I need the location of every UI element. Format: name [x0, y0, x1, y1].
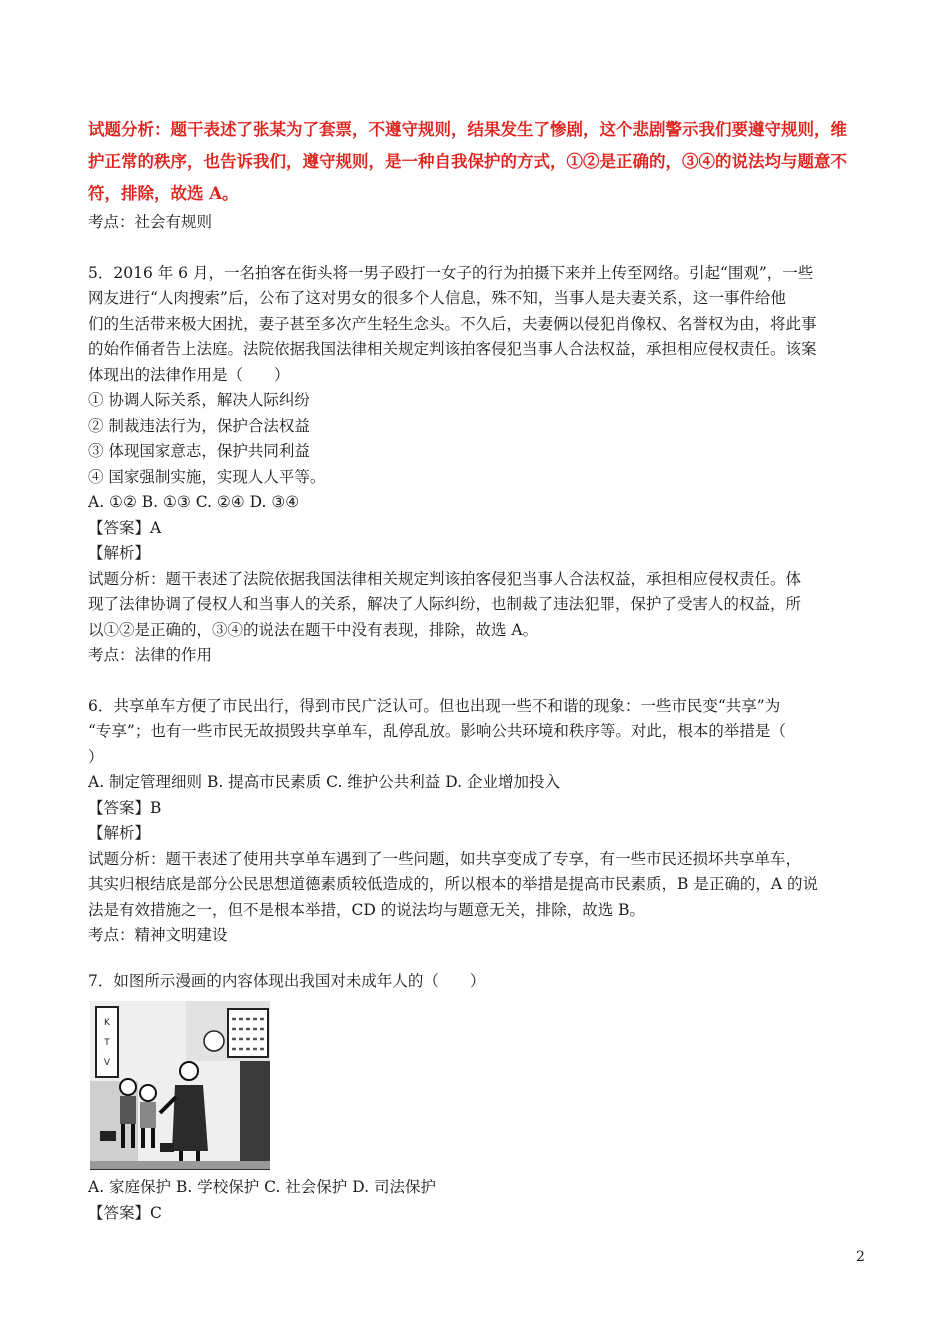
- q5-item-4: ④ 国家强制实施，实现人人平等。: [88, 467, 326, 486]
- q5-item-2: ② 制裁违法行为，保护合法权益: [88, 416, 310, 435]
- svg-text:V: V: [103, 1058, 111, 1068]
- document-body: [88, 114, 868, 1226]
- q5-stem-5: 体现出的法律作用是（ ）: [88, 365, 290, 384]
- q6-kaodian: 考点：精神文明建设: [88, 926, 228, 944]
- analysis-red-line-1: 试题分析：题干表述了张某为了套票，不遵守规则，结果发生了惨剧，这个悲剧警示我们要遵守规则，维: [88, 120, 847, 139]
- q6-stem-2: “专享”；也有一些市民无故损毁共享单车，乱停乱放。影响公共环境和秩序等。对此，根本的举措是（: [88, 722, 786, 740]
- q5-analysis-2: 现了法律协调了侵权人和当事人的关系，解决了人际纠纷，也制裁了违法犯罪，保护了受害人的权益，所: [88, 595, 802, 613]
- q5-item-1: ① 协调人际关系，解决人际纠纷: [88, 391, 310, 409]
- q5-options: A. ①② B. ①③ C. ②④ D. ③④: [88, 493, 300, 511]
- q6-stem-1: 6．共享单车方便了市民出行，得到市民广泛认可。但也出现一些不和谐的现象：一些市民变“共享”为: [88, 696, 781, 715]
- svg-text:T: T: [104, 1038, 110, 1048]
- cartoon-illustration: [90, 1001, 270, 1169]
- cartoon-image: [90, 1001, 270, 1170]
- q6-jiexi: 【解析】: [88, 824, 151, 842]
- q5-stem-1: 5．2016 年 6 月，一名拍客在街头将一男子殴打一女子的行为拍摄下来并上传至网络。引起“围观”，一些: [88, 263, 814, 282]
- question-7: [88, 969, 868, 1227]
- q5-analysis-3: 以①②是正确的，③④的说法在题干中没有表现，排除，故选 A。: [88, 620, 539, 639]
- analysis-red-line-2: 护正常的秩序，也告诉我们，遵守规则，是一种自我保护的方式，①②是正确的，③④的说法均与题意不: [88, 152, 847, 171]
- svg-text:K: K: [104, 1018, 110, 1028]
- q6-analysis-2: 其实归根结底是部分公民思想道德素质较低造成的，所以根本的举措是提高市民素质，B 是正确的，A 的说: [88, 875, 818, 893]
- q6-stem-3: ）: [88, 747, 104, 766]
- q5-answer: 【答案】A: [88, 518, 162, 537]
- q6-answer: 【答案】B: [88, 798, 162, 817]
- q5-stem-2: 网友进行“人肉搜索”后，公布了这对男女的很多个人信息，殊不知，当事人是夫妻关系，这一事件给他: [88, 289, 786, 307]
- q7-answer: 【答案】C: [88, 1203, 162, 1222]
- q6-options: A. 制定管理细则 B. 提高市民素质 C. 维护公共利益 D. 企业增加投入: [88, 773, 560, 791]
- q7-options: A. 家庭保护 B. 学校保护 C. 社会保护 D. 司法保护: [88, 1178, 436, 1196]
- kaodian-4: 考点：社会有规则: [88, 213, 213, 231]
- q6-analysis-3: 法是有效措施之一，但不是根本举措，CD 的说法均与题意无关，排除，故选 B。: [88, 900, 646, 919]
- analysis-red-line-3: 符，排除，故选 A。: [88, 184, 239, 203]
- q5-item-3: ③ 体现国家意志，保护共同利益: [88, 442, 310, 460]
- q5-stem-4: 的始作俑者告上法庭。法院依据我国法律相关规定判该拍客侵犯当事人合法权益，承担相应侵权责任。该案: [88, 340, 817, 358]
- q5-stem-3: 们的生活带来极大困扰，妻子甚至多次产生轻生念头。不久后，夫妻俩以侵犯肖像权、名誉权为由，将此事: [88, 314, 817, 333]
- q5-kaodian: 考点：法律的作用: [88, 646, 213, 664]
- q5-analysis-1: 试题分析：题干表述了法院依据我国法律相关规定判该拍客侵犯当事人合法权益，承担相应侵权责任。体: [88, 569, 802, 588]
- question-5: [88, 261, 868, 669]
- page-number: 2: [856, 1249, 865, 1265]
- q7-stem: 7．如图所示漫画的内容体现出我国对未成年人的（ ）: [88, 971, 486, 990]
- q6-analysis-1: 试题分析：题干表述了使用共享单车遇到了一些问题，如共享变成了专享，有一些市民还损坏共享单车，: [88, 849, 802, 868]
- question-6: [88, 694, 868, 949]
- q5-jiexi: 【解析】: [88, 544, 151, 562]
